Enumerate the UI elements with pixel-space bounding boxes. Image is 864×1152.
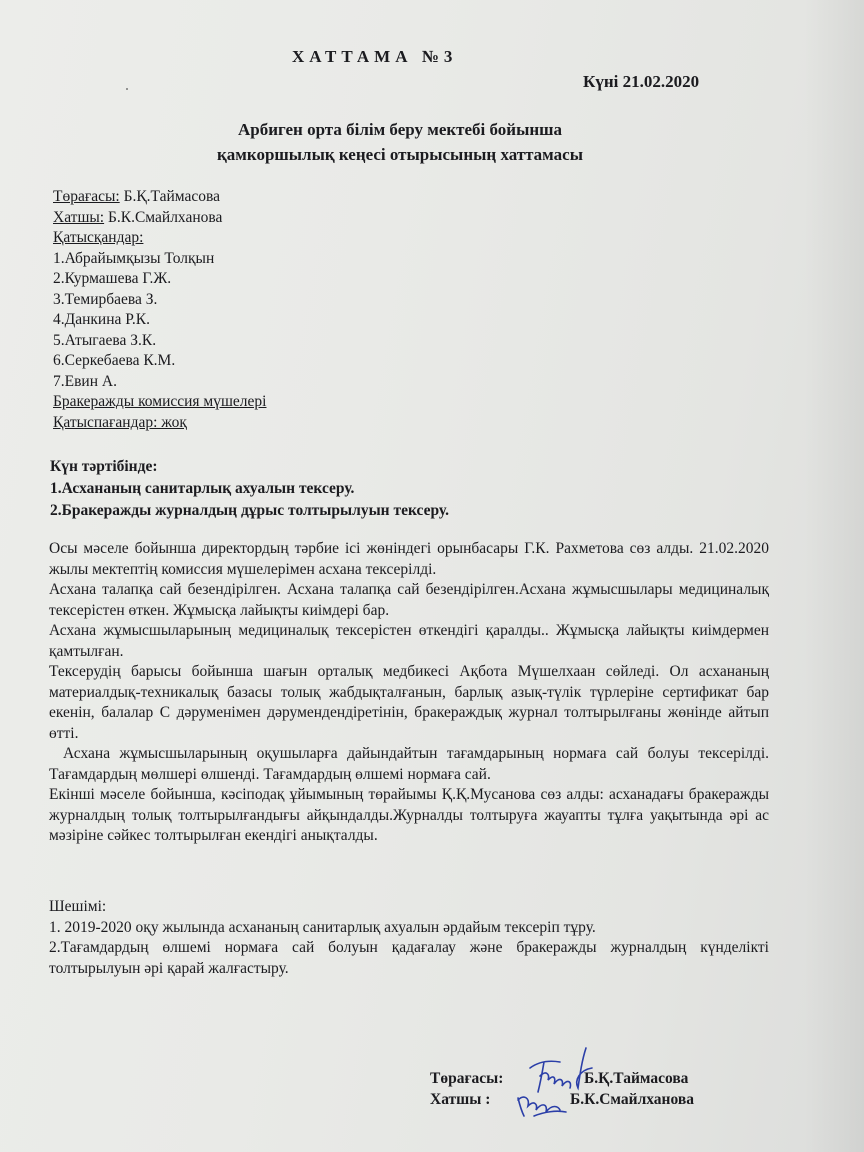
absent-label: Қатыспағандар: жоқ (53, 413, 187, 431)
agenda-block (50, 456, 449, 522)
participant-item: 6.Серкебаева К.М. (53, 352, 176, 369)
page-shadow (804, 0, 864, 1152)
participant-item: 5.Атыгаева З.К. (53, 331, 157, 349)
agenda-label: Күн тәртібінде: (50, 458, 158, 475)
chair-role: Төрағасы: (430, 1070, 504, 1087)
chair-name: Б.Қ.Таймасова (119, 188, 221, 205)
chair-signature-row (430, 1068, 694, 1089)
discussion-paragraph: Асхана талапқа сай безендірілген. Асхана талапқа сай безендірілген.Асхана жұмысшылары медициналық тексерістен өткен. Жұмысқа лайықты киімдері бар. (49, 581, 769, 619)
document-heading (150, 117, 650, 167)
discussion-paragraph: Тексерудің барысы бойынша шағын орталық медбикесі Ақбота Мүшелхаан сөйледі. Ол асхананың материалдық-техникалық базасы толық жабдықталғанын, барлық азық-түлік түрлеріне сертификат бар екенін, балалар С дәруменімен дәрумендендіретінін, бракераждық журнал толтырылғаны жөнінде айтып өтті. (49, 663, 769, 742)
agenda-item: 1.Асхананың санитарлық ахуалын тексеру. (50, 480, 355, 497)
secretary-line (53, 208, 266, 229)
heading-line-1: Арбиген орта білім беру мектебі бойынша (237, 120, 563, 139)
signature-block (430, 1068, 694, 1110)
participant-item: 7.Евин А. (53, 372, 117, 390)
secretary-name: Б.К.Смайлханова (104, 208, 223, 226)
discussion-paragraph: Асхана жұмысшыларының оқушыларға дайындайтын тағамдарының нормаға сай болуы тексерілді. Тағамдардың мөлшері өлшенді. Тағамдардың өлшемі нормаға сай. (49, 745, 769, 783)
decision-item: 2.Тағамдардың өлшемі нормаға сай болуын қадағалау және бракеражды журналдың күнделікті толтырылуын әрі қарай жалғастыру. (49, 939, 769, 977)
attendance-block (53, 187, 266, 433)
decision-label: Шешімі: (49, 898, 107, 915)
participant-item: 2.Курмашева Г.Ж. (53, 270, 172, 287)
discussion-paragraph: Екінші мәселе бойынша, кәсіподақ ұйымының төрайымы Қ.Қ.Мусанова сөз алды: асханадағы бракеражды журналдың толық толтырылғандығы айқындалды.Журналды толтыруға жауапты тұлға уақытында әрі ас мәзіріне сәйкес толтырылған екендігі анықталды. (49, 786, 769, 844)
participants-label: Қатысқандар: (53, 229, 144, 246)
decision-item: 1. 2019-2020 оқу жылында асхананың санитарлық ахуалын әрдайым тексеріп тұру. (49, 918, 596, 936)
participant-item: 1.Абрайымқызы Толқын (53, 249, 215, 267)
participant-item: 4.Данкина Р.К. (53, 311, 151, 328)
heading-line-2: қамкоршылық кеңесі отырысының хаттамасы (217, 145, 583, 164)
discussion-paragraph: Асхана жұмысшыларының медициналық тексерістен өткендігі қаралды.. Жұмысқа лайықты киімдермен қамтылған. (49, 622, 769, 660)
agenda-item: 2.Бракеражды журналдың дұрыс толтырылуын тексеру. (50, 502, 449, 519)
document-title: ХАТТАМА №3 (292, 47, 458, 66)
discussion-block (49, 539, 769, 847)
document-date: Күні 21.02.2020 (583, 72, 700, 91)
paper-speck (126, 88, 128, 90)
secretary-signature-row (430, 1089, 694, 1110)
chair-label: Төрағасы: (53, 188, 120, 205)
commission-label: Бракеражды комиссия мүшелері (53, 393, 267, 410)
secretary-signature-name: Б.К.Смайлханова (570, 1091, 694, 1108)
discussion-paragraph: Осы мәселе бойынша директордың тәрбие ісі жөніндегі орынбасары Г.К. Рахметова сөз алды. 21.02.2020 жылы мектептің комиссия мүшелерімен асхана тексерілді. (49, 540, 769, 578)
chair-line (53, 187, 266, 208)
chair-signature-name: Б.Қ.Таймасова (584, 1070, 689, 1087)
decision-block (49, 897, 769, 979)
secretary-label: Хатшы: (53, 208, 105, 226)
secretary-role: Хатшы : (430, 1091, 491, 1108)
participant-item: 3.Темирбаева З. (53, 290, 158, 308)
